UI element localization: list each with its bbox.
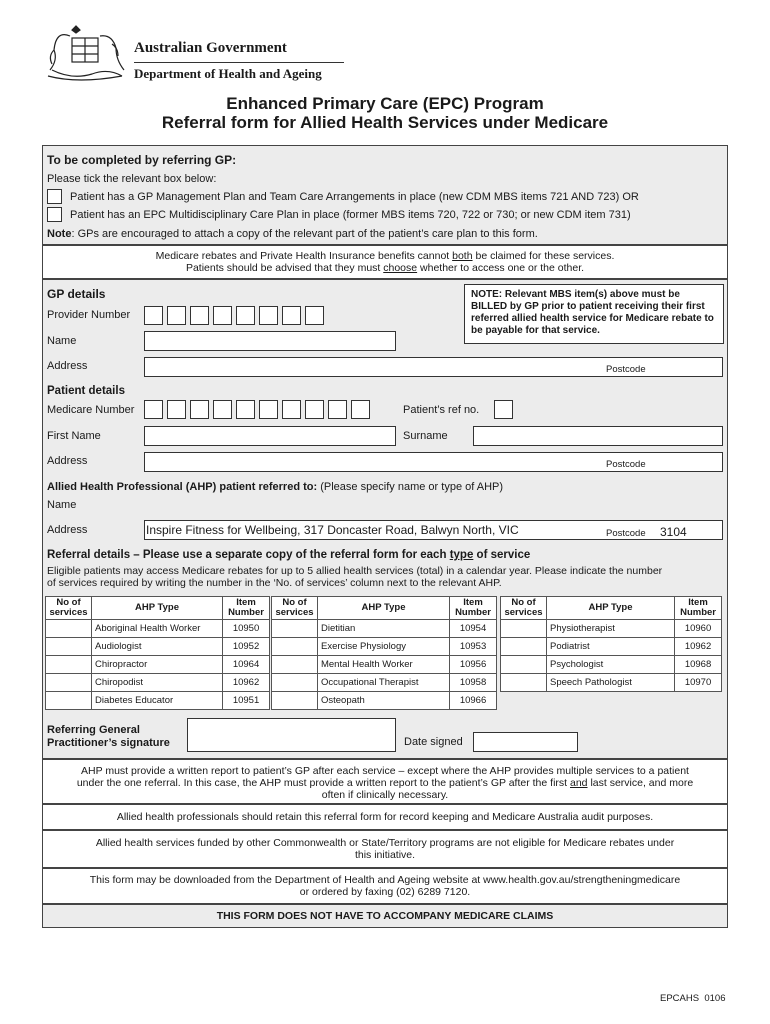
col-ahp-type: AHP Type [546,597,674,620]
ahp-table-3 [500,596,722,692]
table-row [46,620,270,638]
referral-details-heading: Referral details – Please use a separate copy of the referral form for each type of service [47,549,531,561]
item-number: 10966 [450,692,497,710]
mbs-billing-note: NOTE: Relevant MBS item(s) above must be BILLED by GP prior to patient receiving their first referred allied health service for Medicare rebate to be payable for that service. [464,284,724,344]
ahp-type: Exercise Physiology [317,638,449,656]
ahp-type: Audiologist [91,638,222,656]
form-subtitle: Referral form for Allied Health Services under Medicare [161,113,609,132]
services-input[interactable] [46,692,92,710]
tick-instruction: Please tick the relevant box below: [47,173,217,185]
ahp-postcode-value: 3104 [660,525,687,539]
table-row [46,656,270,674]
services-input[interactable] [501,620,547,638]
table-row [501,674,722,692]
ahp-type: Osteopath [317,692,449,710]
ahp-type: Podiatrist [546,638,674,656]
item-number: 10950 [223,620,270,638]
services-input[interactable] [272,692,318,710]
ahp-type: Chiropodist [91,674,222,692]
item-number: 10951 [223,692,270,710]
col-services: No of services [46,597,92,620]
ahp-type: Physiotherapist [546,620,674,638]
ahp-table-1 [45,596,270,710]
retain-notice: Allied health professionals should retain this referral form for record keeping and Medicare Australia audit purposes. [116,811,654,823]
ahp-postcode-label: Postcode [606,528,646,539]
table-row [46,674,270,692]
table-row [272,656,497,674]
funded-notice-line-2: this initiative. [354,849,416,861]
ahp-type: Occupational Therapist [317,674,449,692]
provider-number-input[interactable] [144,306,324,325]
item-number: 10953 [450,638,497,656]
rebates-line-2: Patients should be advised that they must choose whether to access one or the other. [185,262,585,274]
gp-details-heading: GP details [47,287,106,301]
ahp-name-label: Name [47,499,77,511]
services-input[interactable] [46,638,92,656]
table-row [46,692,270,710]
item-number: 10962 [223,674,270,692]
form-code: EPCAHS 0106 [660,993,726,1004]
report-notice-line-3: often if clinically necessary. [321,789,449,801]
item-number: 10962 [675,638,722,656]
services-input[interactable] [272,674,318,692]
services-input[interactable] [46,620,92,638]
form-title: Enhanced Primary Care (EPC) Program [226,94,544,113]
header-divider [134,62,344,63]
multidisciplinary-plan-option: Patient has an EPC Multidisciplinary Care Plan in place (former MBS items 720, 722 or 730; or new CDM item 731) [70,209,631,221]
ahp-type: Dietitian [317,620,449,638]
government-name: Australian Government [134,40,287,56]
signature-label-1: Referring General [47,724,140,736]
department-name: Department of Health and Ageing [134,66,322,81]
table-row [501,620,722,638]
item-number: 10954 [450,620,497,638]
gp-address-label: Address [47,360,88,372]
patient-ref-input[interactable] [494,400,513,419]
ahp-heading: Allied Health Professional (AHP) patient referred to: (Please specify name or type of AHP) [47,481,504,493]
gp-note: Note: GPs are encouraged to attach a copy of the relevant part of the patient’s care plan to this form. [47,228,538,240]
item-number: 10970 [675,674,722,692]
col-item-number: Item Number [223,597,270,620]
provider-number-label: Provider Number [47,309,131,321]
date-signed-input[interactable] [473,732,578,752]
ahp-address-label: Address [47,524,88,536]
date-signed-label: Date signed [404,736,463,748]
col-services: No of services [501,597,547,620]
ahp-type: Speech Pathologist [546,674,674,692]
report-notice-line-2: under the one referral. In this case, the AHP must provide a written report to the patient’s GP after the first and last service, and more [76,777,694,789]
services-input[interactable] [501,638,547,656]
services-input[interactable] [272,620,318,638]
multidisciplinary-plan-checkbox[interactable] [47,207,62,222]
item-number: 10964 [223,656,270,674]
ahp-type: Aboriginal Health Worker [91,620,222,638]
services-input[interactable] [46,656,92,674]
item-number: 10960 [675,620,722,638]
services-input[interactable] [272,656,318,674]
download-notice-line-2: or ordered by faxing (02) 6289 7120. [299,886,471,898]
medicare-number-input[interactable] [144,400,370,419]
table-row [272,620,497,638]
patient-details-heading: Patient details [47,385,125,397]
services-input[interactable] [501,674,547,692]
gp-postcode-label: Postcode [606,364,646,375]
referral-text-line-2: of services required by writing the number in the ‘No. of services’ column next to the relevant AHP. [47,577,502,589]
table-row [501,638,722,656]
item-number: 10956 [450,656,497,674]
rebates-line-1: Medicare rebates and Private Health Insurance benefits cannot both be claimed for these services. [155,250,615,262]
funded-notice-line-1: Allied health services funded by other Commonwealth or State/Territory programs are not eligible for Medicare rebates under [95,837,675,849]
item-number: 10958 [450,674,497,692]
gp-name-label: Name [47,335,77,347]
ahp-type: Mental Health Worker [317,656,449,674]
item-number: 10952 [223,638,270,656]
signature-label-2: Practitioner’s signature [47,737,170,749]
ahp-address-value: Inspire Fitness for Wellbeing, 317 Doncaster Road, Balwyn North, VIC [146,523,519,537]
table-row [272,638,497,656]
col-item-number: Item Number [450,597,497,620]
ahp-type: Psychologist [546,656,674,674]
ahp-type: Diabetes Educator [91,692,222,710]
services-input[interactable] [272,638,318,656]
table-row [46,638,270,656]
surname-label: Surname [403,430,448,442]
patient-ref-label: Patient’s ref no. [403,404,480,416]
table-row [501,656,722,674]
medicare-number-label: Medicare Number [47,404,135,416]
table-row [272,692,497,710]
gp-signature-box[interactable] [187,718,396,752]
first-name-input[interactable] [144,426,396,446]
ahp-table-2 [271,596,497,710]
patient-address-label: Address [47,455,88,467]
surname-input[interactable] [473,426,723,446]
gp-section-heading: To be completed by referring GP: [47,153,237,167]
report-notice-line-1: AHP must provide a written report to patient’s GP after each service – except where the AHP provides multiple services to a patient [81,765,689,777]
download-notice-line-1: This form may be downloaded from the Department of Health and Ageing website at www.health.gov.au/strengtheningmedicare [89,874,681,886]
gp-management-plan-option: Patient has a GP Management Plan and Team Care Arrangements in place (new CDM MBS items 721 AND 723) OR [70,191,639,203]
claims-notice: THIS FORM DOES NOT HAVE TO ACCOMPANY MEDICARE CLAIMS [216,910,554,922]
col-ahp-type: AHP Type [91,597,222,620]
patient-postcode-label: Postcode [606,459,646,470]
services-input[interactable] [501,656,547,674]
services-input[interactable] [46,674,92,692]
gp-management-plan-checkbox[interactable] [47,189,62,204]
referral-text-line-1: Eligible patients may access Medicare rebates for up to 5 allied health services (total) in a calendar year. Please indicate the number [47,565,663,577]
ahp-type: Chiropractor [91,656,222,674]
table-row [272,674,497,692]
item-number: 10968 [675,656,722,674]
coat-of-arms-logo [42,24,130,84]
gp-name-input[interactable] [144,331,396,351]
first-name-label: First Name [47,430,101,442]
col-item-number: Item Number [675,597,722,620]
col-ahp-type: AHP Type [317,597,449,620]
col-services: No of services [272,597,318,620]
